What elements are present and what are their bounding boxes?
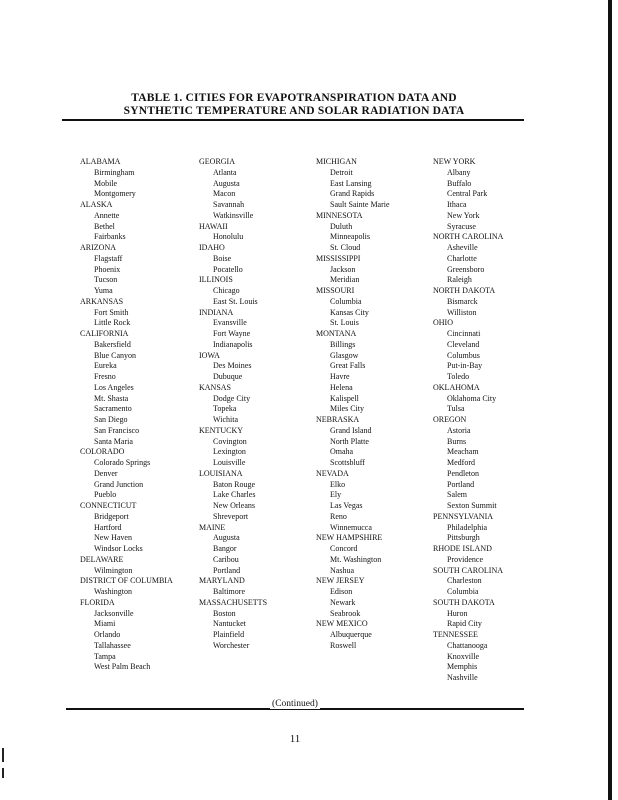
column-1	[80, 157, 173, 673]
city-entry: Mt. Shasta	[94, 393, 129, 403]
state-heading: OKLAHOMA	[433, 382, 480, 392]
city-entry: Bangor	[213, 544, 237, 553]
state-heading: OREGON	[433, 415, 467, 424]
city-entry: Put-in-Bay	[447, 361, 483, 371]
city-entry: Roswell	[330, 640, 357, 650]
city-entry: New Orleans	[213, 501, 255, 510]
state-heading: ARIZONA	[80, 243, 116, 252]
city-entry: Columbia	[330, 296, 362, 306]
city-entry: Savannah	[213, 200, 245, 209]
scan-border-right	[608, 0, 612, 800]
city-entry: Wilmington	[94, 565, 133, 575]
city-entry: Honolulu	[213, 232, 244, 242]
city-entry: Covington	[213, 436, 247, 446]
state-heading: MARYLAND	[199, 576, 245, 586]
city-entry: West Palm Beach	[94, 662, 151, 672]
state-heading: TENNESSEE	[433, 630, 478, 639]
city-entry: Memphis	[447, 662, 478, 672]
city-entry: Detroit	[330, 167, 353, 177]
state-heading: DISTRICT OF COLUMBIA	[80, 576, 173, 586]
city-entry: Caribou	[213, 554, 239, 564]
city-entry: Chicago	[213, 286, 240, 295]
state-heading: RHODE ISLAND	[433, 544, 492, 553]
city-entry: East Lansing	[330, 178, 372, 188]
city-entry: Los Angeles	[94, 382, 134, 392]
city-entry: Lake Charles	[213, 490, 256, 500]
city-entry: Fairbanks	[94, 232, 126, 242]
state-heading: KENTUCKY	[199, 425, 243, 435]
city-entry: Duluth	[330, 221, 353, 231]
state-heading: SOUTH DAKOTA	[433, 597, 495, 607]
city-entry: Newark	[330, 597, 356, 607]
city-entry: Ithaca	[447, 200, 467, 209]
state-heading: NEBRASKA	[316, 415, 360, 424]
state-heading: NEW HAMPSHIRE	[316, 533, 383, 543]
continued-label	[0, 699, 590, 709]
city-entry: Buffalo	[447, 178, 472, 188]
city-entry: St. Louis	[330, 318, 359, 328]
city-entry: Watkinsville	[213, 210, 254, 220]
city-entry: Baton Rouge	[213, 479, 255, 489]
city-entry: Pendleton	[447, 468, 479, 478]
state-heading: ARKANSAS	[80, 296, 124, 306]
state-heading: NEW MEXICO	[316, 619, 368, 629]
city-entry: Elko	[330, 479, 346, 489]
city-entry: Portland	[447, 479, 475, 489]
state-heading: KANSAS	[199, 382, 232, 392]
city-entry: Annette	[94, 210, 120, 220]
city-entry: Huron	[447, 608, 468, 618]
city-entry: Cincinnati	[447, 329, 481, 338]
city-entry: Shreveport	[213, 511, 249, 521]
state-heading: ALASKA	[80, 200, 113, 209]
city-entry: Knoxville	[447, 651, 479, 661]
city-entry: Augusta	[213, 533, 240, 543]
state-heading: COLORADO	[80, 447, 125, 457]
city-entry: Louisville	[213, 458, 246, 467]
city-entry: Des Moines	[213, 361, 252, 371]
city-entry: Jacksonville	[94, 608, 134, 618]
city-entry: Charlotte	[447, 253, 477, 263]
city-entry: Windsor Locks	[94, 544, 143, 553]
city-entry: Sault Sainte Marie	[330, 200, 390, 209]
city-entry: Worchester	[213, 640, 250, 650]
state-heading: CALIFORNIA	[80, 329, 129, 338]
city-entry: Meridian	[330, 275, 360, 285]
city-entry: Las Vegas	[330, 501, 363, 510]
state-heading: MASSACHUSETTS	[199, 597, 268, 607]
city-entry: Nantucket	[213, 619, 246, 629]
city-entry: Great Falls	[330, 361, 366, 371]
continued-text: (Continued)	[272, 699, 318, 709]
city-entry: Concord	[330, 544, 358, 553]
city-entry: Birmingham	[94, 167, 135, 177]
state-heading: MISSOURI	[316, 286, 355, 295]
city-entry: Havre	[330, 372, 350, 381]
column-4	[433, 157, 503, 684]
city-entry: Denver	[94, 468, 118, 478]
city-entry: San Diego	[94, 415, 128, 424]
city-entry: Macon	[213, 189, 236, 199]
city-entry: Greensboro	[447, 264, 485, 274]
city-entry: Bakersfield	[94, 339, 131, 349]
city-entry: Charleston	[447, 576, 482, 586]
city-entry: Hartford	[94, 522, 122, 532]
city-entry: Little Rock	[94, 318, 131, 328]
state-heading: IOWA	[199, 350, 220, 360]
city-entry: Glasgow	[330, 350, 359, 360]
state-heading: FLORIDA	[80, 597, 115, 607]
city-entry: Grand Rapids	[330, 189, 375, 199]
state-heading: ILLINOIS	[199, 275, 233, 285]
city-entry: Medford	[447, 458, 475, 467]
state-heading: ALABAMA	[80, 157, 121, 166]
city-entry: Scottsbluff	[330, 458, 365, 467]
city-entry: Helena	[330, 382, 353, 392]
city-entry: Blue Canyon	[94, 350, 136, 360]
city-entry: Baltimore	[213, 587, 245, 596]
city-entry: Santa Maria	[94, 436, 133, 446]
city-entry: Dodge City	[213, 393, 251, 403]
city-entry: Tampa	[94, 651, 116, 661]
city-entry: Burns	[447, 436, 467, 446]
city-entry: Syracuse	[447, 221, 476, 231]
city-entry: Miles City	[330, 404, 365, 414]
city-entry: Tulsa	[447, 404, 465, 414]
city-entry: Atlanta	[213, 167, 237, 177]
city-entry: Omaha	[330, 447, 354, 457]
city-entry: Orlando	[94, 630, 121, 639]
city-entry: Boise	[213, 253, 232, 263]
state-heading: SOUTH CAROLINA	[433, 565, 503, 575]
city-entry: Central Park	[447, 189, 488, 199]
city-entry: Nashua	[330, 565, 354, 575]
city-entry: Fort Wayne	[213, 329, 251, 338]
city-entry: Boston	[213, 608, 236, 618]
city-entry: Astoria	[447, 425, 471, 435]
city-entry: Miami	[94, 619, 116, 629]
city-entry: Williston	[447, 307, 477, 317]
city-entry: Rapid City	[447, 619, 482, 629]
city-entry: Philadelphia	[447, 522, 487, 532]
city-entry: Colorado Springs	[94, 458, 151, 467]
city-entry: Mobile	[94, 178, 118, 188]
city-entry: Nashville	[447, 673, 478, 682]
city-entry: Grand Island	[330, 425, 372, 435]
city-entry: Ely	[330, 490, 342, 500]
city-entry: Minneapolis	[330, 232, 370, 242]
table-title	[60, 92, 528, 118]
city-entry: Fresno	[94, 372, 116, 381]
city-entry: Washington	[94, 587, 133, 596]
state-heading: NEVADA	[316, 468, 349, 478]
state-heading: MINNESOTA	[316, 210, 363, 220]
state-heading: LOUISIANA	[199, 468, 243, 478]
city-entry: New Haven	[94, 533, 132, 543]
city-entry: Edison	[330, 587, 353, 596]
city-entry: Flagstaff	[94, 253, 123, 263]
city-entry: St. Cloud	[330, 243, 361, 252]
city-entry: Montgomery	[94, 189, 136, 199]
state-heading: HAWAII	[199, 221, 228, 231]
scan-mark	[2, 748, 4, 762]
city-entry: Topeka	[213, 404, 237, 414]
state-heading: GEORGIA	[199, 157, 235, 166]
city-entry: Evansville	[213, 318, 247, 328]
city-entry: Lexington	[213, 447, 246, 457]
city-entry: Augusta	[213, 178, 240, 188]
city-entry: Chattanooga	[447, 640, 488, 650]
city-entry: Tallahassee	[94, 640, 131, 650]
city-entry: Pocatello	[213, 264, 243, 274]
state-heading: IDAHO	[199, 243, 225, 252]
city-entry: Reno	[330, 511, 347, 521]
page-number: 11	[289, 733, 301, 745]
city-entry: Grand Junction	[94, 479, 144, 489]
state-heading: CONNECTICUT	[80, 501, 137, 510]
title-line-1: TABLE 1. CITIES FOR EVAPOTRANSPIRATION DATA AND	[131, 92, 457, 104]
city-entry: Cleveland	[447, 339, 480, 349]
city-entry: Bridgeport	[94, 511, 129, 521]
city-entry: Bismarck	[447, 296, 478, 306]
state-heading: DELAWARE	[80, 554, 124, 564]
city-entry: Wichita	[213, 415, 238, 424]
city-entry: Kansas City	[330, 307, 369, 317]
city-entry: Bethel	[94, 221, 115, 231]
city-entry: Sacramento	[94, 404, 132, 414]
city-entry: Columbia	[447, 587, 479, 596]
city-entry: Tucson	[94, 275, 118, 285]
city-entry: Asheville	[447, 243, 478, 252]
city-entry: Raleigh	[447, 275, 472, 285]
city-entry: Billings	[330, 339, 356, 349]
column-2	[199, 157, 267, 652]
state-heading: OHIO	[433, 318, 453, 328]
state-heading: MISSISSIPPI	[316, 253, 361, 263]
city-entry: Portland	[213, 565, 241, 575]
state-heading: PENNSYLVANIA	[433, 511, 494, 521]
column-3	[316, 157, 390, 652]
title-rule	[62, 119, 524, 121]
city-entry: Meacham	[447, 447, 479, 457]
city-entry: Pueblo	[94, 490, 117, 500]
state-heading: NEW JERSEY	[316, 576, 365, 586]
city-entry: Plainfield	[213, 630, 245, 639]
city-entry: Phoenix	[94, 264, 121, 274]
city-entry: Mt. Washington	[330, 554, 382, 564]
city-entry: San Francisco	[94, 425, 140, 435]
city-entry: Providence	[447, 554, 483, 564]
city-entry: Eureka	[94, 361, 117, 371]
state-heading: NORTH CAROLINA	[433, 232, 504, 242]
city-entry: Indianapolis	[213, 339, 253, 349]
city-entry: Winnemucca	[330, 522, 372, 532]
city-entry: Salem	[447, 490, 467, 500]
scan-mark	[2, 768, 4, 778]
state-heading: NEW YORK	[433, 157, 476, 166]
city-entry: New York	[447, 210, 480, 220]
city-entry: Albuquerque	[330, 630, 372, 639]
state-heading: NORTH DAKOTA	[433, 286, 496, 295]
title-line-2: SYNTHETIC TEMPERATURE AND SOLAR RADIATION DATA	[123, 105, 465, 117]
city-entry: Seabrook	[330, 608, 361, 618]
city-entry: Dubuque	[213, 372, 243, 381]
city-entry: Kalispell	[330, 393, 359, 403]
city-entry: East St. Louis	[213, 296, 258, 306]
city-entry: Fort Smith	[94, 307, 129, 317]
city-entry: Pittsburgh	[447, 533, 480, 543]
city-entry: North Platte	[330, 436, 369, 446]
city-entry: Yuma	[94, 286, 113, 295]
city-entry: Oklahoma City	[447, 393, 497, 403]
state-heading: MAINE	[199, 522, 226, 532]
city-entry: Albany	[447, 167, 471, 177]
city-entry: Toledo	[447, 372, 470, 381]
state-heading: MONTANA	[316, 329, 357, 338]
city-entry: Jackson	[330, 264, 356, 274]
state-heading: MICHIGAN	[316, 157, 357, 166]
state-heading: INDIANA	[199, 307, 234, 317]
city-entry: Sexton Summit	[447, 501, 497, 510]
city-entry: Columbus	[447, 350, 480, 360]
